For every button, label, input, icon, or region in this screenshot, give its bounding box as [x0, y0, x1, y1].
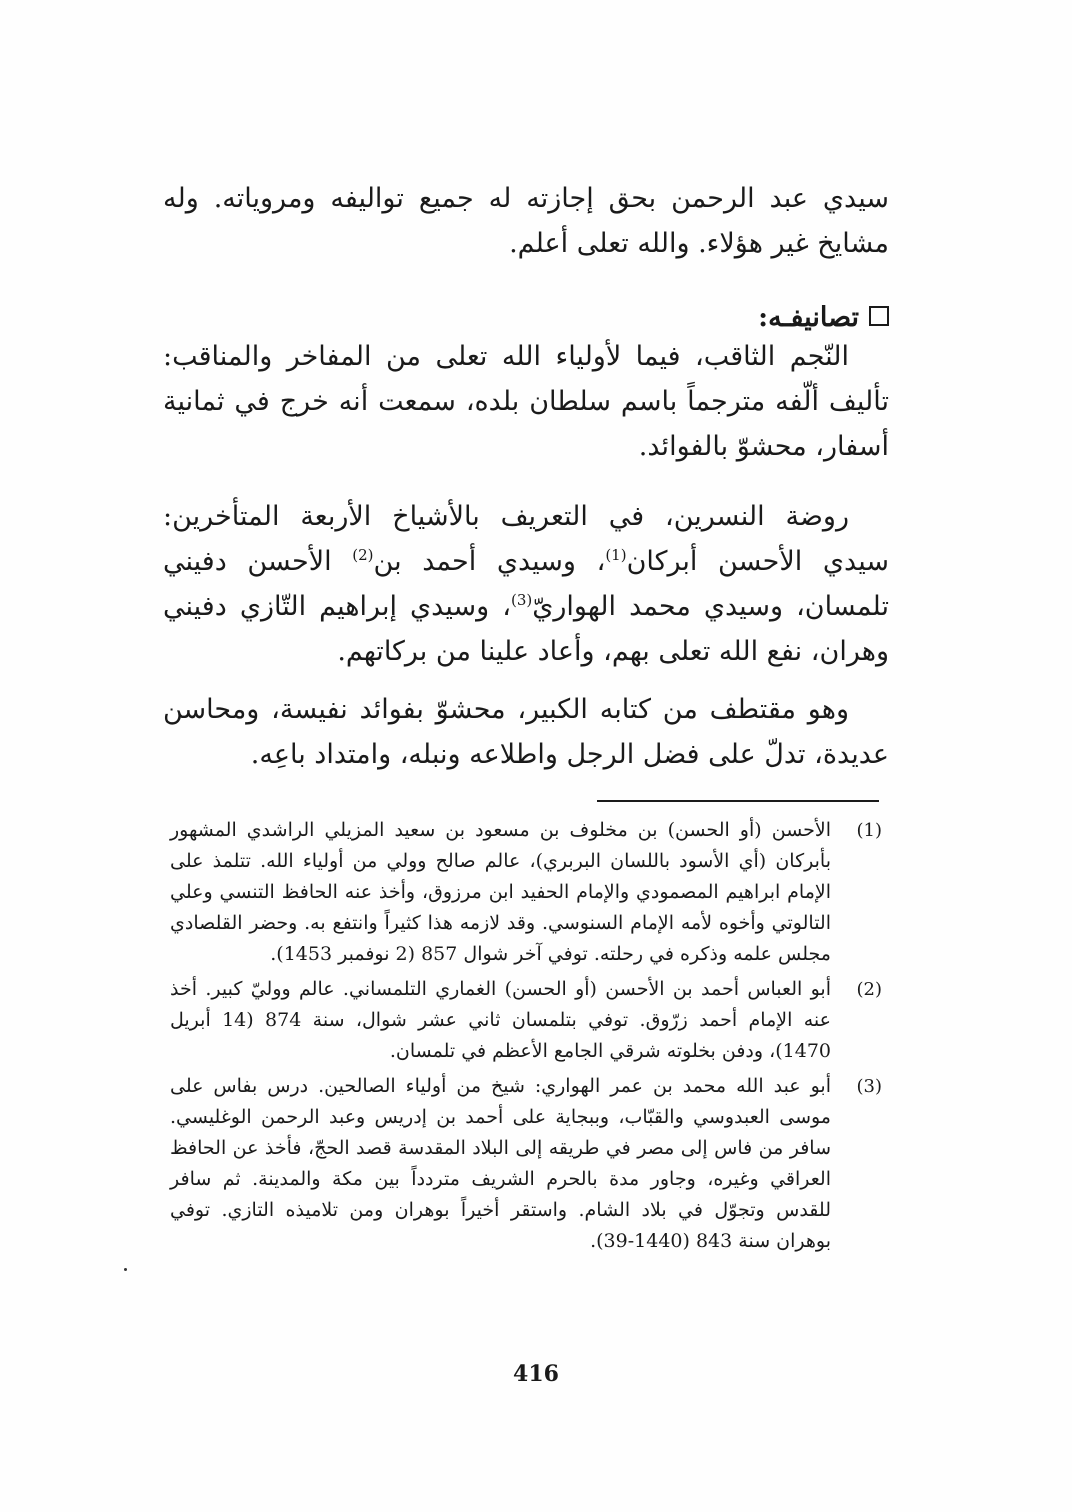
section-heading [163, 298, 889, 338]
paragraph-rawda-part-b: ، وسيدي أحمد بن [373, 546, 606, 577]
scan-speck [124, 1268, 127, 1271]
footnote-text: أبو عبد الله محمد بن عمر الهواري: شيخ من أولياء الصالحين. درس بفاس على موسى العبدوسي والقبّاب، وببجاية على أحمد بن إدريس وعبد الرحمن الوغليسي. سافر من فاس إلى مصر في طريقه إلى البلاد المقدسة قصد الحجّ، فأخذ عن الحافظ العراقي وغيره، وجاور مدة بالحرم الشريف متردداً بين مكة والمدينة. ثم سافر للقدس وتجوّل في بلاد الشام. واستقر أخيراً بوهران ومن تلاميذه التازي. توفي بوهران سنة 843 (1440-39). [170, 1075, 831, 1252]
intro-paragraph: سيدي عبد الرحمن بحق إجازته له جميع تواليفه ومروياته. وله مشايخ غير هؤلاء. والله تعلى أعلم. [163, 183, 889, 259]
footnote-marker-1: (1) [605, 546, 627, 564]
square-bullet-icon [869, 306, 889, 326]
paragraph-rawda-part-c: الأحسن دفيني تلمسان، وسيدي محمد الهواريّ [163, 546, 889, 622]
paragraph-rawda-part-d: ، وسيدي إبراهيم التّازي دفيني وهران، نفع الله تعلى بهم، وأعاد علينا من بركاتهم. [163, 591, 889, 667]
footnote-item [170, 1071, 882, 1257]
footnote-text: الأحسن (أو الحسن) بن مخلوف بن مسعود بن سعيد المزيلي الراشدي المشهور بأبركان (أي الأسود باللسان البربري)، عالم صالح وولي من أولياء الله. تتلمذ على الإمام ابراهيم المصمودي والإمام الحفيد ابن مرزوق، وأخذ عنه الحافظ التنسي وعلي التالوتي وأخوه لأمه الإمام السنوسي. وقد لازمه هذا كثيراً وانتفع به. وحضر القلصادي مجلس علمه وذكره في رحلته. توفي آخر شوال 857 (2 نوفمبر 1453). [170, 819, 831, 965]
footnote-number: (2) [856, 979, 882, 1000]
paragraph-summary: وهو مقتطف من كتابه الكبير، محشوّ بفوائد نفيسة، ومحاسن عديدة، تدلّ على فضل الرجل واطلاعه ونبله، وامتداد باعِه. [163, 694, 889, 770]
footnote-text: أبو العباس أحمد بن الأحسن (أو الحسن) الغماري التلمساني. عالم ووليّ كبير. أخذ عنه الإمام أحمد زرّوق. توفي بتلمسان ثاني عشر شوال، سنة 874 (14 أبريل 1470)، ودفن بخلوته شرقي الجامع الأعظم في تلمسان. [170, 978, 831, 1062]
footnote-item [170, 974, 882, 1067]
paragraph-rawda [163, 494, 889, 674]
footnote-number: (1) [856, 820, 882, 841]
footnote-marker-3: (3) [510, 591, 533, 609]
heading-text: تصانيفـه: [758, 302, 859, 333]
page-number: 416 [513, 1361, 559, 1387]
footnote-item [170, 815, 882, 970]
footnotes [170, 815, 882, 1261]
paragraph-najm: النّجم الثاقب، فيما لأولياء الله تعلى من المفاخر والمناقب: تأليف ألّفه مترجماً باسم سلطان بلده، سمعت أنه خرج في ثمانية أسفار، محشوّ بالفوائد. [163, 341, 889, 462]
paragraph-rawda-part-a: روضة النسرين، في التعريف بالأشياخ الأربعة المتأخرين: سيدي الأحسن أبركان [163, 501, 890, 577]
footnote-number: (3) [856, 1076, 882, 1097]
footnote-divider [597, 800, 879, 802]
footnote-marker-2: (2) [352, 546, 374, 564]
